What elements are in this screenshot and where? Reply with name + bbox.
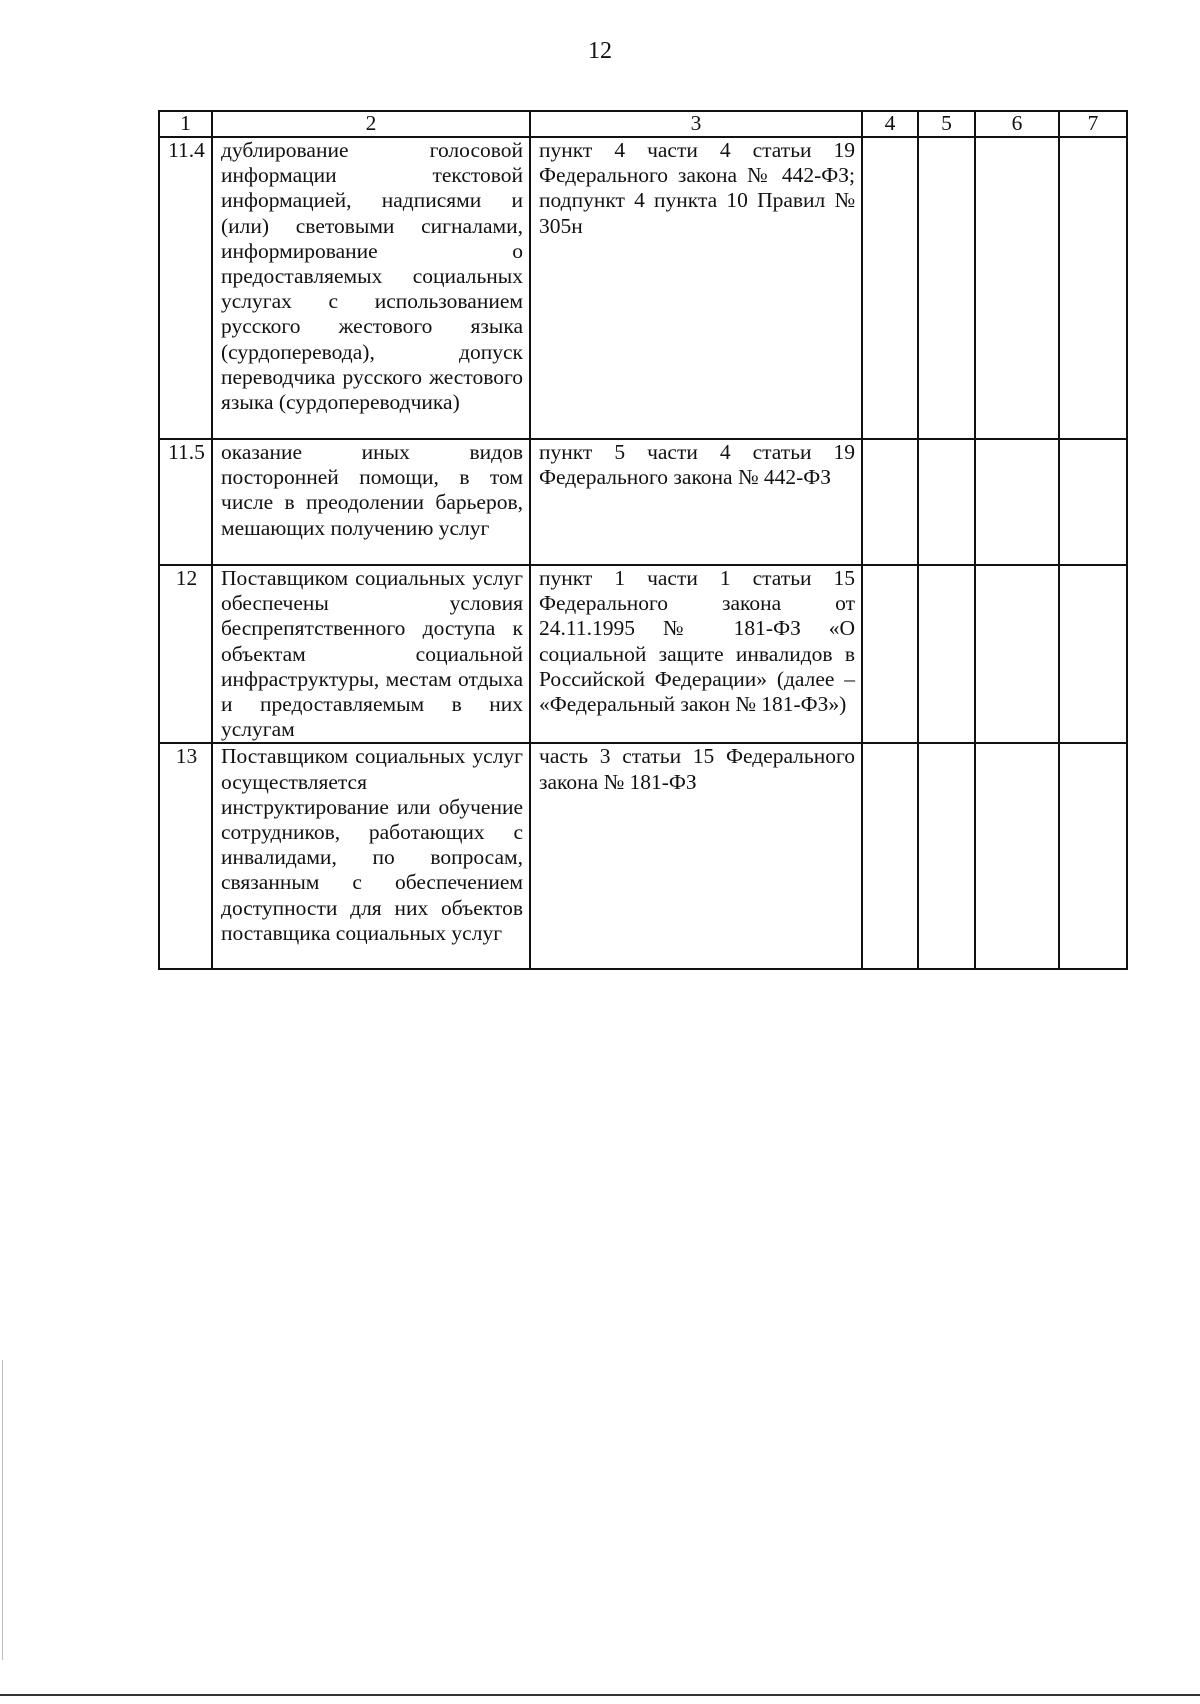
row-number: 11.4 xyxy=(159,137,212,439)
table-cell xyxy=(1059,439,1127,565)
column-header: 4 xyxy=(862,111,918,137)
scan-bottom-edge xyxy=(0,1694,1200,1696)
table-row xyxy=(159,137,1127,439)
legal-basis: пункт 1 части 1 статьи 15 Федерального закона от 24.11.1995 № 181-ФЗ «О социальной защите инвалидов в Российской Федерации» (далее – «Федеральный закон № 181-ФЗ») xyxy=(530,565,862,743)
table-cell xyxy=(1059,137,1127,439)
legal-basis: часть 3 статьи 15 Федерального закона № 181-ФЗ xyxy=(530,743,862,969)
column-header: 2 xyxy=(212,111,530,137)
table-row xyxy=(159,565,1127,743)
legal-basis: пункт 5 части 4 статьи 19 Федерального закона № 442-ФЗ xyxy=(530,439,862,565)
table-cell xyxy=(1059,565,1127,743)
table-cell xyxy=(862,743,918,969)
table-cell xyxy=(862,137,918,439)
page-number: 12 xyxy=(588,38,612,64)
column-header: 7 xyxy=(1059,111,1127,137)
column-header: 5 xyxy=(918,111,975,137)
table-cell xyxy=(975,137,1059,439)
table-cell xyxy=(1059,743,1127,969)
table-cell xyxy=(918,439,975,565)
table-row xyxy=(159,439,1127,565)
requirement-text: дублирование голосовой информации текстовой информацией, надписями и (или) световыми сигналами, информирование о предоставляемых социальных услугах с использованием русского жестового языка (сурдоперевода), допуск переводчика русского жестового языка (сурдопереводчика) xyxy=(212,137,530,439)
table-cell xyxy=(862,439,918,565)
requirements-table xyxy=(158,110,1128,970)
column-header: 1 xyxy=(159,111,212,137)
table-cell xyxy=(975,439,1059,565)
table-cell xyxy=(918,565,975,743)
table-cell xyxy=(918,743,975,969)
table-cell xyxy=(975,743,1059,969)
table-cell xyxy=(975,565,1059,743)
row-number: 13 xyxy=(159,743,212,969)
column-header: 3 xyxy=(530,111,862,137)
table-row xyxy=(159,743,1127,969)
requirement-text: Поставщиком социальных услуг осуществляется инструктирование или обучение сотрудников, работающих с инвалидами, по вопросам, связанным с обеспечением доступности для них объектов поставщика социальных услуг xyxy=(212,743,530,969)
requirement-text: Поставщиком социальных услуг обеспечены условия беспрепятственного доступа к объектам социальной инфраструктуры, местам отдыха и предоставляемым в них услугам xyxy=(212,565,530,743)
table-cell xyxy=(862,565,918,743)
column-header: 6 xyxy=(975,111,1059,137)
requirement-text: оказание иных видов посторонней помощи, в том числе в преодолении барьеров, мешающих получению услуг xyxy=(212,439,530,565)
row-number: 12 xyxy=(159,565,212,743)
table-header-row xyxy=(159,111,1127,137)
scan-edge xyxy=(2,1360,3,1660)
row-number: 11.5 xyxy=(159,439,212,565)
table-cell xyxy=(918,137,975,439)
legal-basis: пункт 4 части 4 статьи 19 Федерального закона № 442-ФЗ; подпункт 4 пункта 10 Правил № 305н xyxy=(530,137,862,439)
